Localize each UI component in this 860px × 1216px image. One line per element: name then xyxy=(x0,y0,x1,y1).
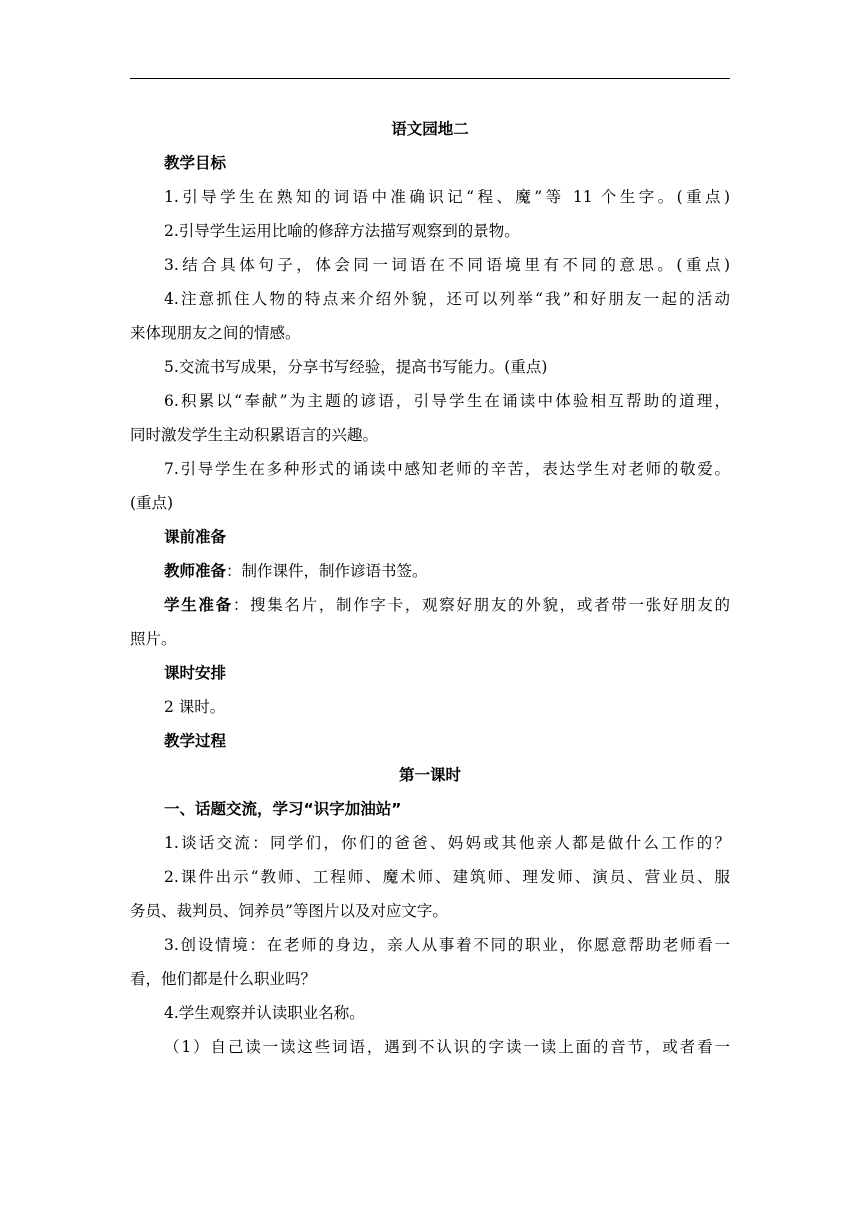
process-heading: 教学过程 xyxy=(164,732,227,750)
teacher-prep-label: 教师准备 xyxy=(164,562,227,580)
objective-item-continued: (重点) xyxy=(130,494,174,512)
document-title: 语文园地二 xyxy=(391,120,469,138)
student-prep xyxy=(130,588,730,622)
part1-item: 1.谈话交流：同学们，你们的爸爸、妈妈或其他亲人都是做什么工作的？ xyxy=(164,834,730,852)
part1-item: 3.创设情境：在老师的身边，亲人从事着不同的职业，你愿意帮助老师看一 xyxy=(164,936,730,954)
schedule-text: 2 课时。 xyxy=(164,698,226,716)
teacher-prep-text: ：制作课件，制作谚语书签。 xyxy=(226,562,428,580)
part1-item: 4.学生观察并认读职业名称。 xyxy=(164,1004,365,1022)
objective-item: 3.结合具体句子，体会同一词语在不同语境里有不同的意思。(重点) xyxy=(164,256,730,274)
document-body xyxy=(130,112,730,1064)
part1-item: 2.课件出示“教师、工程师、魔术师、建筑师、理发师、演员、营业员、服 xyxy=(164,868,730,886)
schedule-heading: 课时安排 xyxy=(164,664,227,682)
prep-heading: 课前准备 xyxy=(164,528,227,546)
objective-item: 7.引导学生在多种形式的诵读中感知老师的辛苦，表达学生对老师的敬爱。 xyxy=(164,460,730,478)
objectives-heading: 教学目标 xyxy=(164,154,227,172)
objective-item: 5.交流书写成果，分享书写经验，提高书写能力。(重点) xyxy=(164,358,548,376)
student-prep-text: ：搜集名片，制作字卡，观察好朋友的外貌，或者带一张好朋友的 xyxy=(232,596,730,614)
lesson1-title: 第一课时 xyxy=(398,766,461,784)
objective-item: 6.积累以“奉献”为主题的谚语，引导学生在诵读中体验相互帮助的道理， xyxy=(164,392,730,410)
part1-item-continued: 务员、裁判员、饲养员”等图片以及对应文字。 xyxy=(130,902,448,920)
part1-item: （1）自己读一读这些词语，遇到不认识的字读一读上面的音节，或者看一 xyxy=(164,1038,730,1056)
teacher-prep xyxy=(130,554,730,588)
objective-item-continued: 同时激发学生主动积累语言的兴趣。 xyxy=(130,426,379,444)
objective-item-continued: 来体现朋友之间的情感。 xyxy=(130,324,301,342)
objective-item: 1.引导学生在熟知的词语中准确识记“程、魔”等 11 个生字。(重点) xyxy=(164,188,730,206)
header-rule xyxy=(130,78,730,79)
part1-item-continued: 看，他们都是什么职业吗？ xyxy=(130,970,317,988)
student-prep-continued: 照片。 xyxy=(130,630,177,648)
objective-item: 2.引导学生运用比喻的修辞方法描写观察到的景物。 xyxy=(164,222,520,240)
objective-item: 4.注意抓住人物的特点来介绍外貌，还可以列举“我”和好朋友一起的活动 xyxy=(164,290,730,308)
part1-heading: 一、话题交流，学习“识字加油站” xyxy=(164,800,402,818)
student-prep-label: 学生准备 xyxy=(164,596,233,614)
